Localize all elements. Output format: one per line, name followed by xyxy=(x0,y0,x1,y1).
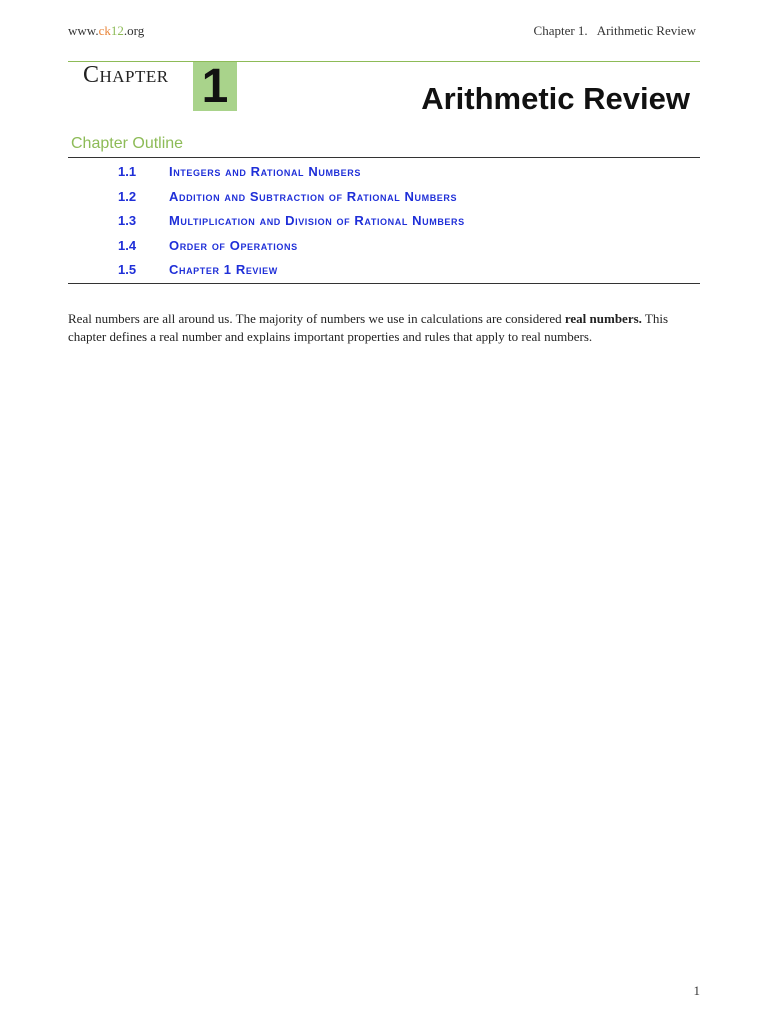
site-url-prefix: www. xyxy=(68,23,99,38)
outline-item-link[interactable]: Addition and Subtraction of Rational Numbers xyxy=(169,189,458,204)
outline-item[interactable] xyxy=(0,209,768,231)
outline-item-number: 1.4 xyxy=(118,238,137,253)
outline-item-link[interactable]: Order of Operations xyxy=(169,238,298,253)
outline-item[interactable] xyxy=(0,160,768,182)
running-header-title: Chapter 1. Arithmetic Review xyxy=(533,23,696,38)
chapter-title: Arithmetic Review xyxy=(421,81,690,116)
outline-item-number: 1.5 xyxy=(118,262,137,277)
site-url-brand-12: 12 xyxy=(110,23,124,38)
outline-item-link[interactable]: Chapter 1 Review xyxy=(169,262,278,277)
outline-bottom-rule xyxy=(68,283,700,284)
intro-text-end: This chapter defines a real number and explains important properties and rules that apply to real numbers. xyxy=(68,311,669,344)
outline-item-link[interactable]: Multiplication and Division of Rational Numbers xyxy=(169,213,465,228)
page-number: 1 xyxy=(693,983,700,998)
site-url-suffix: .org xyxy=(123,23,145,38)
chapter-number: 1 xyxy=(193,62,237,111)
outline-item[interactable] xyxy=(0,185,768,207)
site-url-brand-ck: ck xyxy=(98,23,111,38)
outline-heading: Chapter Outline xyxy=(71,135,184,152)
outline-item-number: 1.2 xyxy=(118,189,137,204)
chapter-label: Chapter xyxy=(83,62,169,88)
outline-item[interactable] xyxy=(0,234,768,256)
intro-key-term: real numbers. xyxy=(564,311,642,326)
outline-item[interactable] xyxy=(0,258,768,280)
outline-item-number: 1.1 xyxy=(118,164,137,179)
intro-paragraph xyxy=(68,310,704,346)
intro-text-start: Real numbers are all around us. The majority of numbers we use in calculations are considered xyxy=(68,311,565,326)
outline-item-link[interactable]: Integers and Rational Numbers xyxy=(169,164,361,179)
outline-top-rule xyxy=(68,157,700,158)
outline-item-number: 1.3 xyxy=(118,213,137,228)
site-url[interactable] xyxy=(68,23,144,39)
